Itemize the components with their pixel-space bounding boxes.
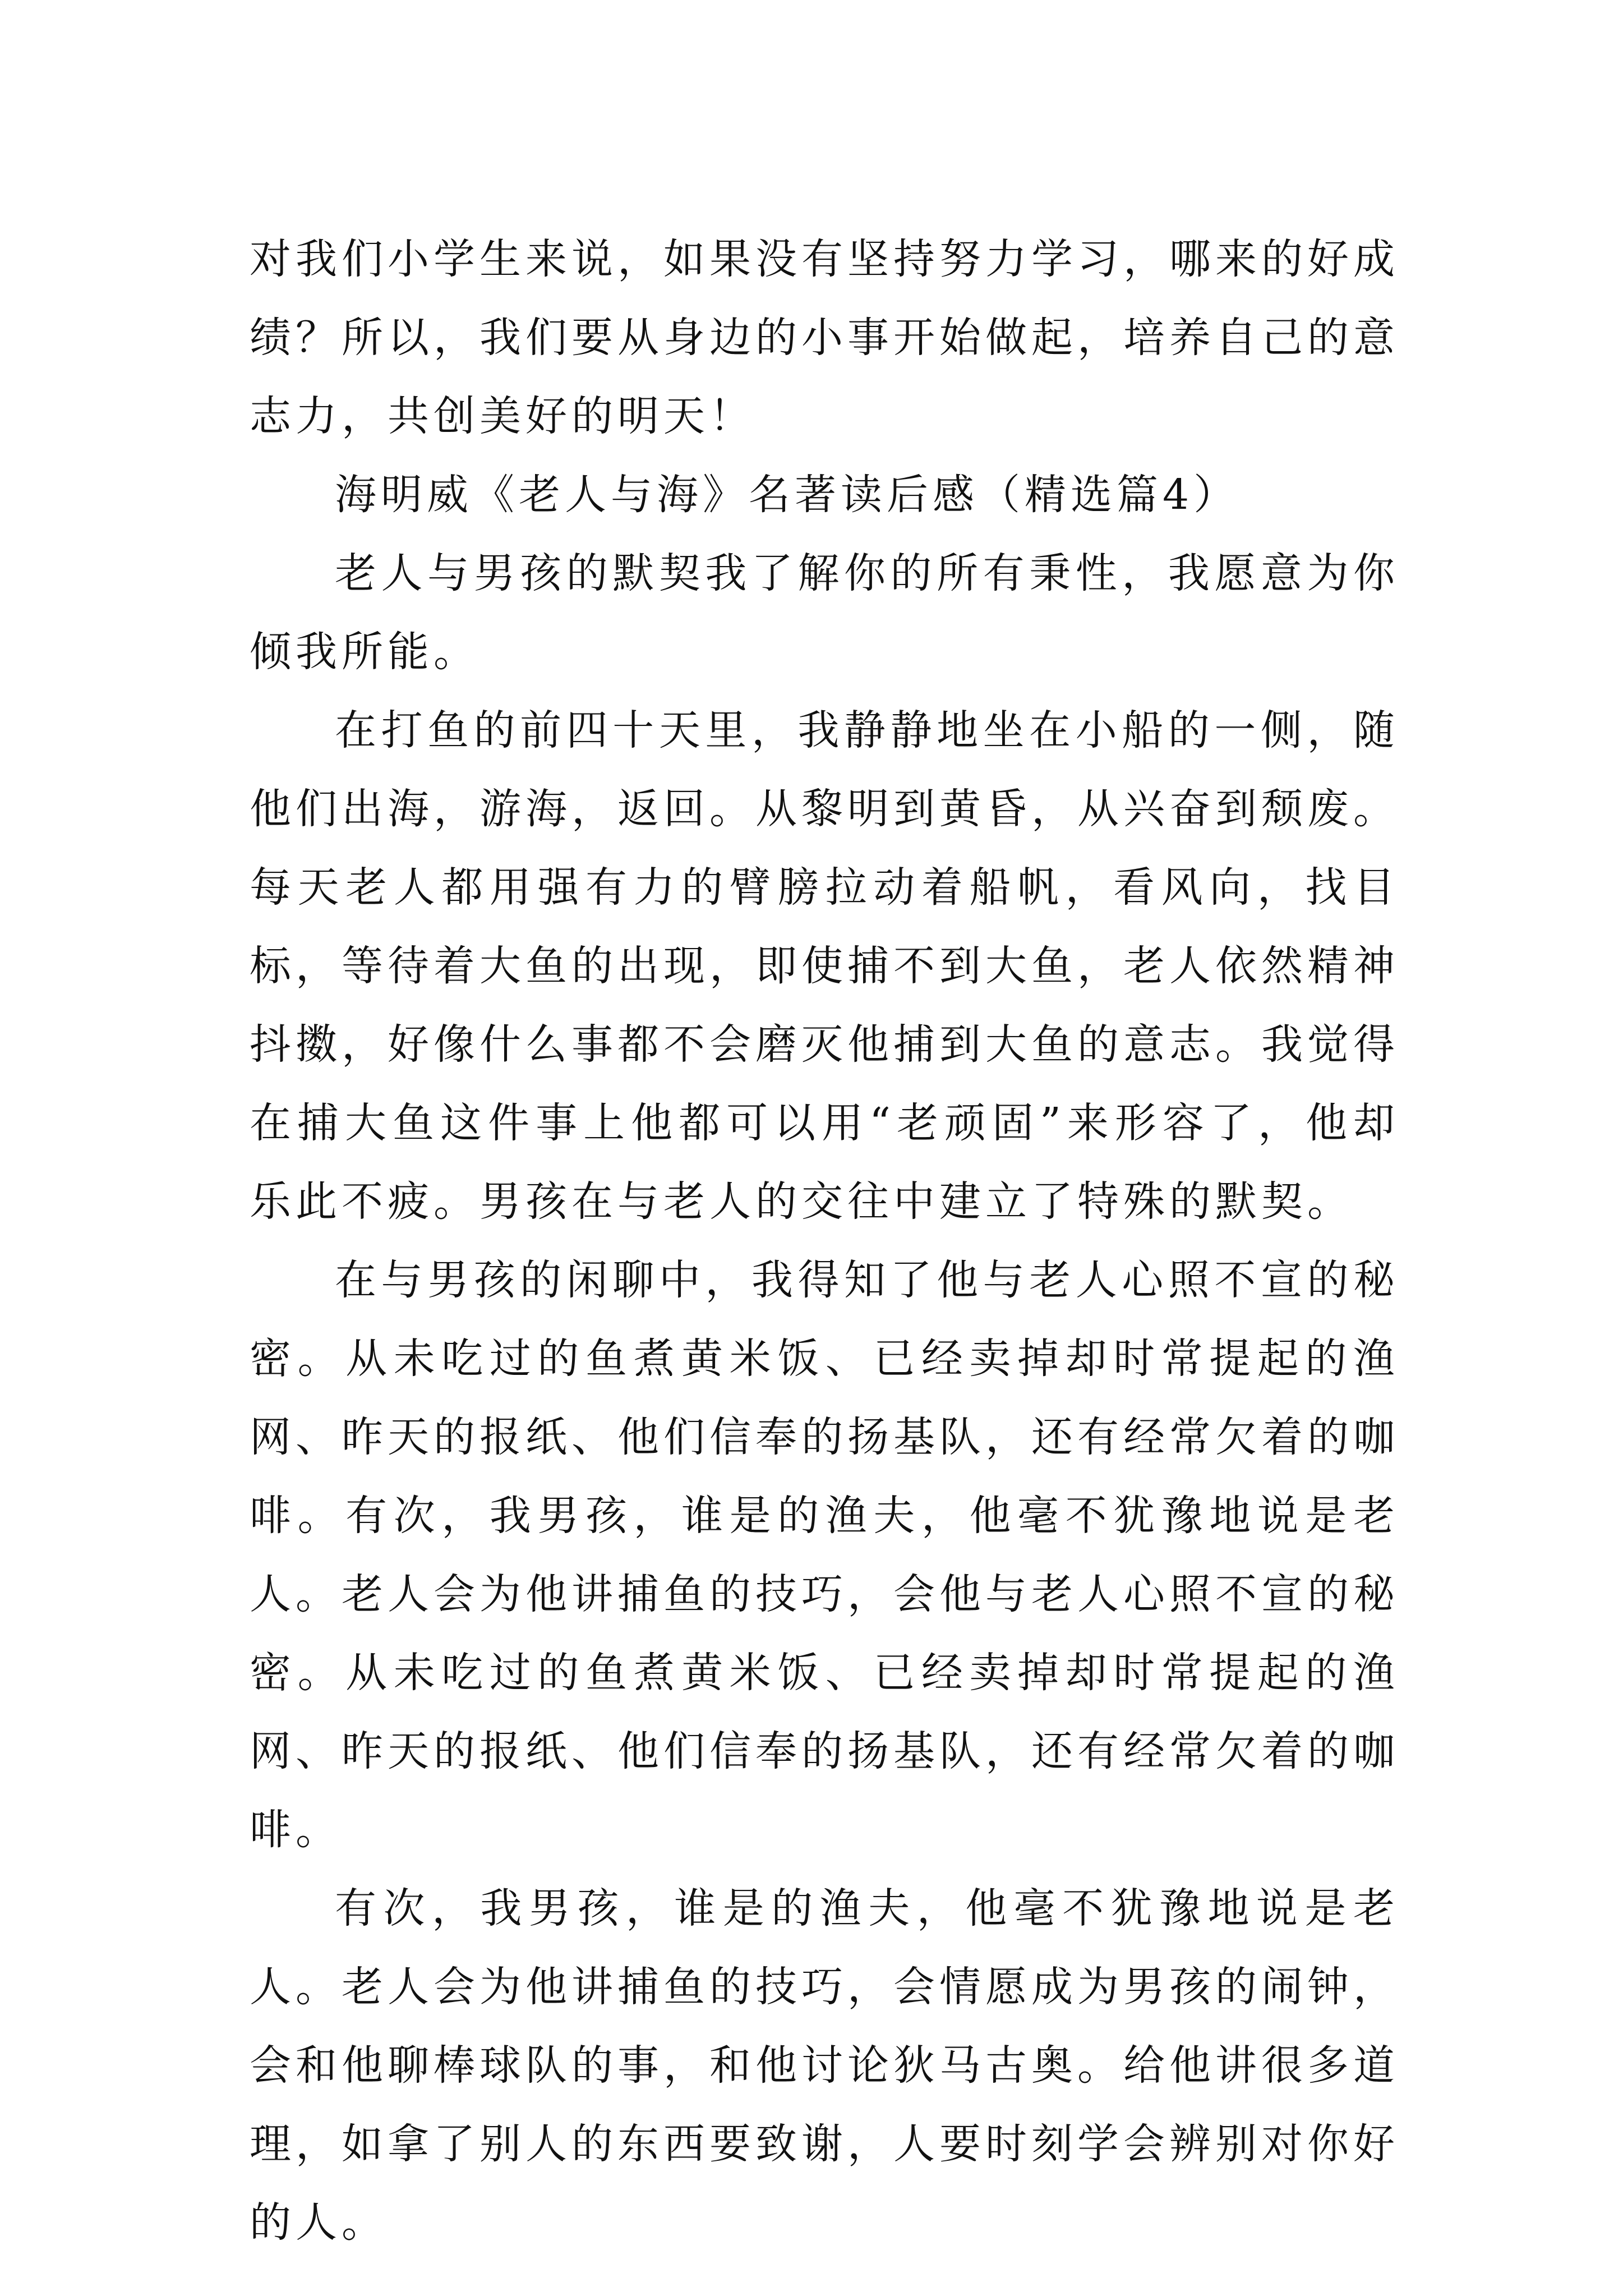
document-body (250, 220, 1399, 2262)
paragraph: 有次，我男孩，谁是的渔夫，他毫不犹豫地说是老人。老人会为他讲捕鱼的技巧，会情愿成为男孩的闹钟，会和他聊棒球队的事，和他讨论狄马古奥。给他讲很多道理，如拿了别人的东西要致谢，人要时刻学会辨别对你好的人。 (250, 1884, 1399, 2247)
paragraph-continuation: 对我们小学生来说，如果没有坚持努力学习，哪来的好成绩？所以，我们要从身边的小事开始做起，培养自己的意志力，共创美好的明天！ (250, 235, 1399, 440)
paragraph: 在打鱼的前四十天里，我静静地坐在小船的一侧，随他们出海，游海，返回。从黎明到黄昏，从兴奋到颓废。每天老人都用强有力的臂膀拉动着船帆，看风向，找目标，等待着大鱼的出现，即使捕不到大鱼，老人依然精神抖擞，好像什么事都不会磨灭他捕到大鱼的意志。我觉得在捕大鱼这件事上他都可以用“老顽固”来形容了，他却乐此不疲。男孩在与老人的交往中建立了特殊的默契。 (250, 706, 1399, 1226)
paragraph: 在与男孩的闲聊中，我得知了他与老人心照不宣的秘密。从未吃过的鱼煮黄米饭、已经卖掉却时常提起的渔网、昨天的报纸、他们信奉的扬基队，还有经常欠着的咖啡。有次，我男孩，谁是的渔夫，他毫不犹豫地说是老人。老人会为他讲捕鱼的技巧，会他与老人心照不宣的秘密。从未吃过的鱼煮黄米饭、已经卖掉却时常提起的渔网、昨天的报纸、他们信奉的扬基队，还有经常欠着的咖啡。 (250, 1256, 1399, 1854)
paragraph: 老人与男孩的默契我了解你的所有秉性，我愿意为你倾我所能。 (250, 549, 1399, 676)
section-heading: 海明威《老人与海》名著读后感（精选篇4） (335, 471, 1240, 519)
document-page (250, 0, 1399, 2296)
